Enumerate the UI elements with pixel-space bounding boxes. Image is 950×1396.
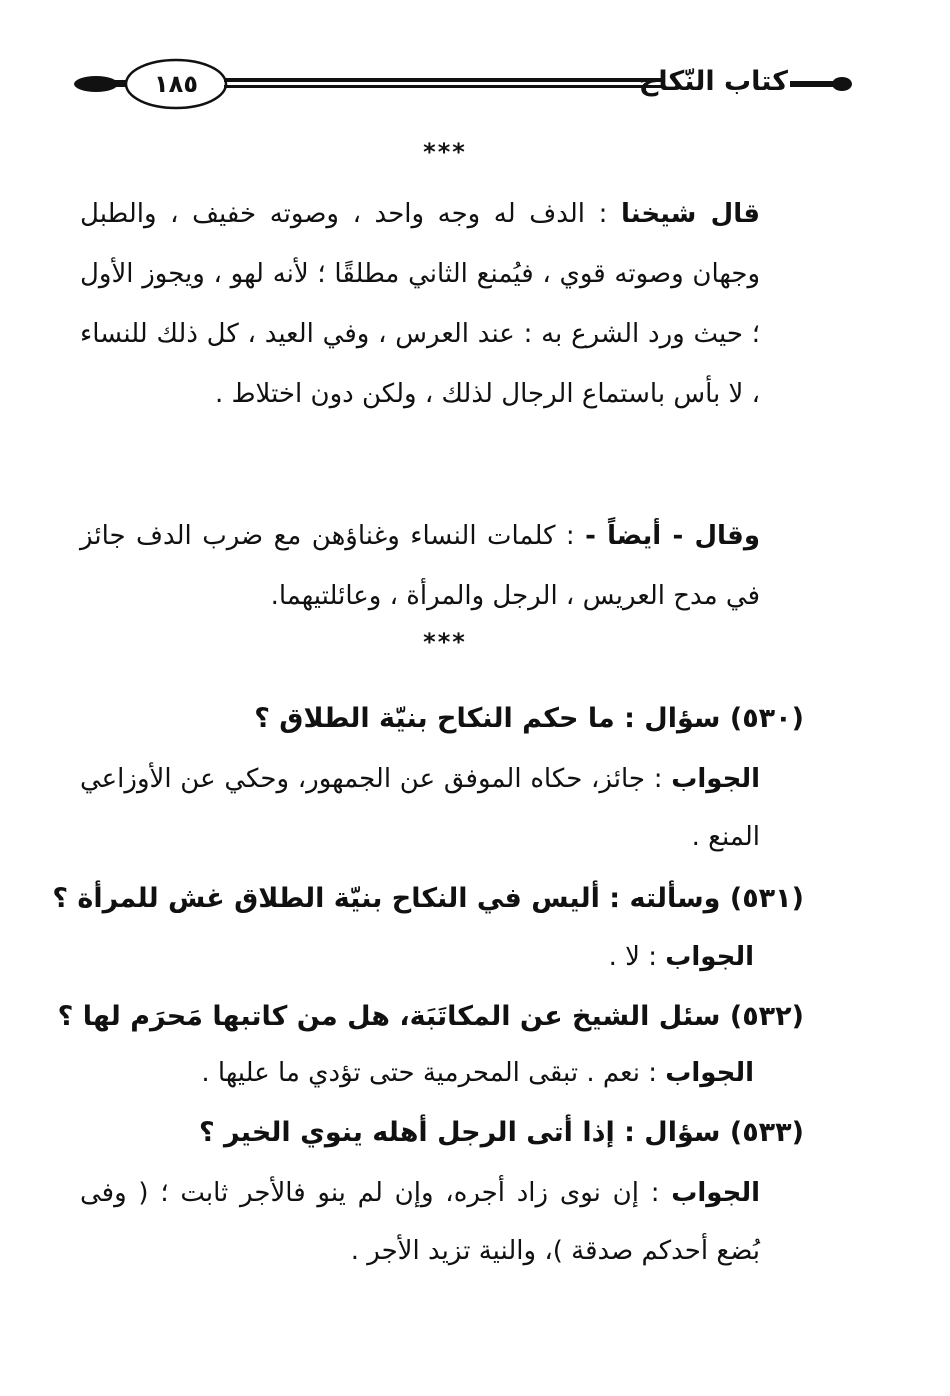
paragraph-2 [80, 506, 760, 626]
answer-text: : نعم . تبقى المحرمية حتى تؤدي ما عليها . [201, 1058, 666, 1088]
question-532: (٥٣٢) سئل الشيخ عن المكاتَبَة، هل من كاتبها مَحرَم لها ؟ [57, 1001, 804, 1032]
question-533: (٥٣٣) سؤال : إذا أتى الرجل أهله ينوي الخير ؟ [198, 1117, 804, 1148]
answer-label: الجواب [665, 942, 754, 972]
answer-label: الجواب [671, 764, 760, 794]
question-531: (٥٣١) وسألته : أليس في النكاح بنيّة الطلاق غش للمرأة ؟ [52, 883, 804, 914]
separator-stars: *** [423, 138, 467, 166]
paragraph-1 [80, 184, 760, 424]
page-header [0, 0, 950, 130]
answer-label: الجواب [665, 1058, 754, 1088]
answer-531 [74, 928, 754, 986]
paragraph-lead: قال شيخنا [620, 199, 760, 229]
paragraph-text: : الدف له وجه واحد ، وصوته خفيف ، والطبل وجهان وصوته قوي ، فيُمنع الثاني مطلقًا ؛ لأنه لهو ، ويجوز الأول ؛ حيث ورد الشرع به : عند العرس ، وفي العيد ، كل ذلك للنساء ، لا بأس باستماع الرجال لذلك ، ولكن دون اختلاط . [80, 199, 760, 409]
page-number: ١٨٥ [154, 70, 198, 98]
answer-text: : إن نوى زاد أجره، وإن لم ينو فالأجر ثابت ؛ ( وفى بُضع أحدكم صدقة )، والنية تزيد الأجر . [80, 1178, 760, 1266]
paragraph-lead: وقال - أيضاً - [585, 521, 760, 551]
answer-text: : لا . [608, 942, 666, 972]
answer-label: الجواب [671, 1178, 760, 1208]
separator-stars: *** [423, 628, 467, 656]
question-530: (٥٣٠) سؤال : ما حكم النكاح بنيّة الطلاق ؟ [254, 703, 804, 734]
paragraph-text: : كلمات النساء وغناؤهن مع ضرب الدف جائز في مدح العريس ، الرجل والمرأة ، وعائلتيهما. [80, 521, 760, 611]
answer-530 [80, 750, 760, 866]
answer-533 [80, 1164, 760, 1280]
answer-text: : جائز، حكاه الموفق عن الجمهور، وحكي عن الأوزاعي المنع . [80, 764, 760, 852]
book-title: كتاب النّكاح [638, 66, 788, 97]
answer-532 [74, 1044, 754, 1102]
